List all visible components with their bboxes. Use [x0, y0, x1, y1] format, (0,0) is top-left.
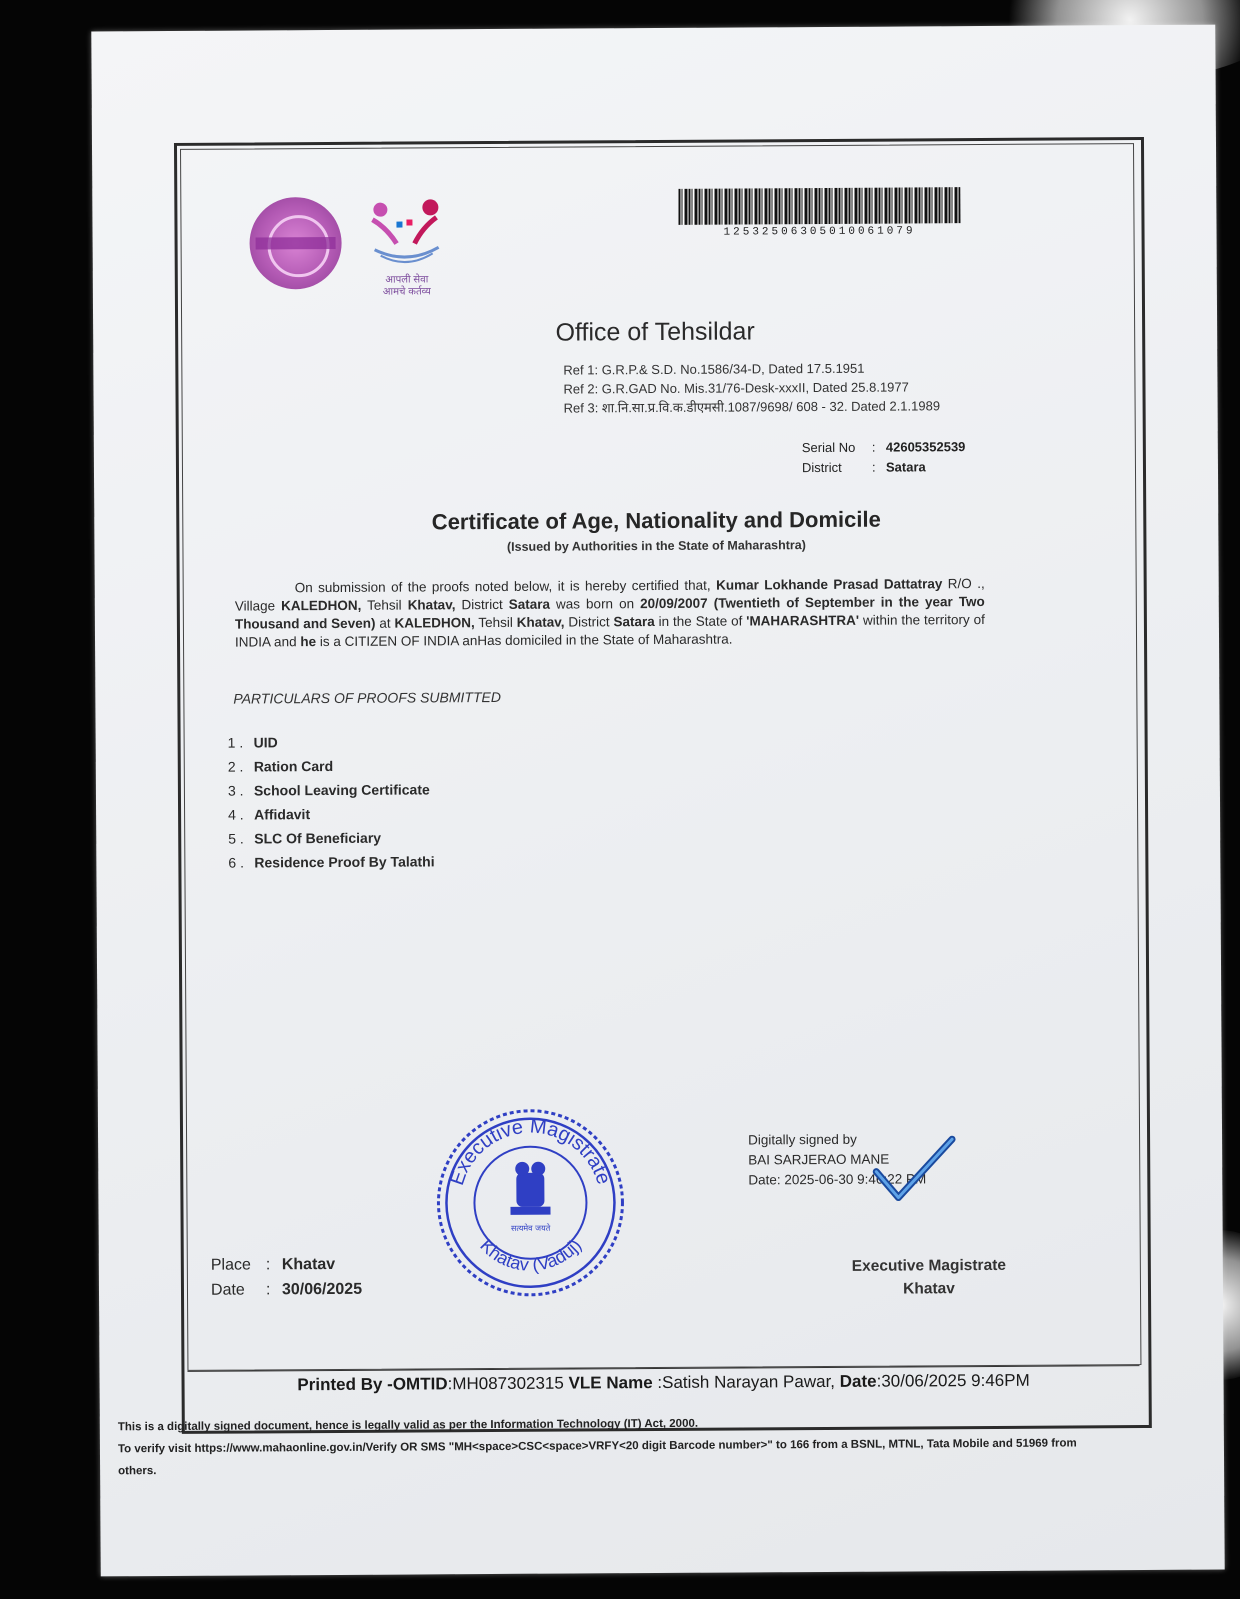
logo-caption [367, 274, 447, 298]
body-t8: District [564, 614, 614, 630]
serial-label: Serial No [801, 439, 856, 456]
list-item [228, 825, 434, 850]
signer-name: BAI SARJERAO MANE [748, 1151, 890, 1168]
proof-number: 1 . [227, 734, 244, 751]
svg-text:Khatav (Vaduj) [476, 1235, 585, 1275]
barcode [678, 187, 960, 225]
district-row [802, 457, 966, 478]
list-item [228, 729, 434, 754]
certificate-paper [91, 25, 1224, 1577]
holder-name: Kumar Lokhande Prasad Dattatray [716, 576, 943, 593]
body-t7: Tehsil [474, 614, 517, 631]
date-value: 30/06/2025 [281, 1280, 363, 1299]
print-date-value: :30/06/2025 9:46PM [876, 1370, 1030, 1391]
maharashtra-emblem-icon [249, 197, 342, 290]
proof-number: 2 . [227, 758, 244, 775]
designation: Executive Magistrate [851, 1256, 1007, 1275]
footer-notes [118, 1410, 1118, 1482]
district-value: Satara [885, 459, 926, 475]
serial-block [802, 437, 966, 478]
body-t6: at [375, 615, 395, 631]
date-sep: : [265, 1281, 271, 1299]
signature-valid-check-icon [868, 1131, 958, 1207]
seal-text-bottom: Khatav (Vaduj) [476, 1235, 586, 1275]
district-label: District [801, 459, 842, 476]
ref-1: Ref 1: G.R.P.& S.D. No.1586/34-D, Dated 17.5.1951 [563, 360, 865, 378]
body-t9: in the State of [654, 613, 747, 630]
body-t11: is a CITIZEN OF INDIA anHas domiciled in the State of Maharashtra. [316, 631, 733, 650]
references [563, 358, 940, 417]
serial-row [802, 437, 966, 458]
state: 'MAHARASHTRA' [746, 612, 860, 629]
pronoun: he [300, 634, 317, 650]
proof-label: Residence Proof By Talathi [254, 853, 435, 871]
seal-icon [430, 1102, 631, 1303]
barcode-number: 12532506305010061079 [723, 225, 916, 239]
vle-label: VLE Name [563, 1373, 653, 1393]
logo-caption-line-1: आपली सेवा [385, 274, 429, 286]
signed-date: Date: 2025-06-30 9:46:22 PM [748, 1171, 927, 1188]
certificate-body [235, 575, 985, 652]
seal-center-text: सत्यमेव जयते [510, 1223, 551, 1233]
logo-caption-line-2: आमचे कर्तव्य [382, 286, 431, 298]
body-t10: within the territory of INDIA and [234, 611, 985, 650]
place-sep: : [265, 1256, 271, 1274]
proof-number: 6 . [228, 854, 244, 871]
body-t3: Tehsil [361, 597, 408, 613]
body-t5: was born on [549, 596, 641, 612]
omtid-value: :MH087302315 [447, 1373, 564, 1394]
proof-label: Ration Card [253, 757, 334, 775]
proof-label: School Leaving Certificate [253, 781, 430, 799]
seal-text-top: Executive Magistrate [446, 1115, 615, 1188]
place-label: Place [210, 1256, 251, 1274]
proof-number: 5 . [228, 830, 244, 847]
body-t2: R/O ., Village [234, 576, 985, 614]
vle-value: :Satish Narayan Pawar, [652, 1371, 836, 1393]
list-item [228, 849, 434, 874]
footer-line-1: This is a digitally signed document, hence is legally valid as per the Information Technology (IT) Act, 2000. [117, 1417, 699, 1434]
proof-number: 4 . [228, 806, 244, 823]
printed-by-line [187, 1365, 1139, 1402]
print-date-label: Date [834, 1371, 877, 1391]
aapli-seva-logo-icon [366, 197, 446, 267]
birth-place: KALEDHON, [394, 615, 475, 631]
certificate-title: Certificate of Age, Nationality and Domicile [431, 506, 881, 535]
district-2: Satara [613, 614, 655, 630]
proof-label: Affidavit [254, 806, 311, 823]
list-item [228, 777, 434, 802]
printed-by-label: Printed By -OMTID [297, 1374, 448, 1395]
designation-place: Khatav [903, 1280, 955, 1298]
body-t4: District [455, 596, 509, 613]
ref-2: Ref 2: G.R.GAD No. Mis.31/76-Desk-xxxII, Dated 25.8.1977 [563, 379, 909, 397]
place-value: Khatav [281, 1255, 336, 1274]
ref-3: Ref 3: शा.नि.सा.प्र.वि.क.डीएमसी.1087/9698/ 608 - 32. Dated 2.1.1989 [563, 398, 941, 416]
serial-value: 42605352539 [885, 439, 966, 455]
signed-by-label: Digitally signed by [748, 1131, 857, 1148]
list-item [228, 753, 434, 778]
proof-label: SLC Of Beneficiary [254, 829, 382, 847]
date-row [211, 1277, 362, 1303]
proof-number: 3 . [227, 782, 244, 799]
place-row [211, 1252, 362, 1278]
district-sep: : [871, 459, 876, 475]
footer-line-2: To verify visit https://www.mahaonline.gov.in/Verify OR SMS "MH<space>CSC<space>VRFY<20 digit Barcode number>" to 166 from a BSNL, MTNL, Tata Mobile and 51969 from others. [117, 1437, 1077, 1478]
emblem-band [256, 237, 336, 249]
serial-sep: : [871, 439, 876, 455]
tehsil-2: Khatav, [516, 614, 565, 630]
village: KALEDHON, [281, 597, 362, 614]
proof-label: UID [253, 734, 278, 751]
district: Satara [508, 596, 551, 612]
list-item [228, 801, 434, 826]
particulars-heading: PARTICULARS OF PROOFS SUBMITTED [233, 688, 502, 707]
designation-block [834, 1254, 1024, 1301]
date-label: Date [210, 1281, 245, 1299]
aapli-seva-logo [366, 197, 447, 297]
date-of-birth: 20/09/2007 (Twentieth of September in the year Two Thousand and Seven) [234, 594, 985, 632]
office-title: Office of Tehsildar [555, 317, 755, 347]
tehsil: Khatav, [407, 597, 456, 613]
certificate-subtitle: (Issued by Authorities in the State of Maharashtra) [506, 538, 806, 554]
proofs-list [228, 729, 435, 874]
body-t1: On submission of the proofs noted below, it is hereby certified that, [294, 577, 717, 596]
executive-magistrate-seal [430, 1102, 631, 1303]
place-date-block [211, 1252, 362, 1303]
